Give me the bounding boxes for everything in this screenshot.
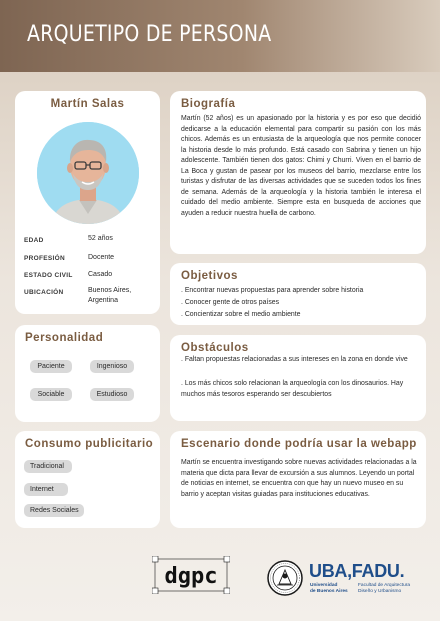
obstacle-item: . Los más chicos solo relacionan la arqueología con los dinosaurios. Hay muchos más tesoros esperando ser descubiertos: [181, 380, 404, 398]
ad-consumption-title: Consumo publicitario: [25, 438, 154, 450]
location-label: UBICACIÓN: [24, 289, 64, 296]
goal-item: . Conocer gente de otros países: [181, 299, 280, 306]
uba-fadu-logo: UBA,FADU.: [309, 561, 405, 581]
uba-line-2: de Buenos Aires: [310, 589, 348, 594]
persona-name: Martín Salas: [50, 98, 125, 110]
obstacle-item: . Faltan propuestas relacionadas a sus intereses en la zona en donde vive: [181, 356, 408, 363]
biography-title: Biografía: [181, 98, 236, 110]
uba-line-1: Universidad: [310, 583, 338, 588]
media-chip: Internet: [24, 483, 68, 496]
trait-chip: Paciente: [30, 360, 72, 373]
biography-card: [170, 91, 426, 254]
biography-text: Martín (52 años) es un apasionado por la historia y es por eso que decidió dedicarse a la educación elemental para compartir su pasión con los más chicos. Además es un entusiasta de la arqueología que nos permite conocer la historia desde lo más profundo. Está casado con Sabrina y tienen un hijo adolescente. También tienen dos gatos: Chimi y Churri. Viven en el barrio de La Boca y gustan de pasear por los museos del barrio, mezclarse entre los turistas y disfrutar de las diversas actividades que se suceden todos los fines de semana. Además de la arqueología y la historia también le interesa el cuidado del medio ambiente. Siempre esta en busqueda de acciones que ayuden a reducir nuestra huella de carbono.: [181, 115, 421, 217]
page-title: ARQUETIPO DE PERSONA: [27, 22, 272, 47]
trait-chip: Ingenioso: [90, 360, 134, 373]
media-chip: Tradicional: [24, 460, 72, 473]
dgpc-wordmark: dgpc: [164, 564, 218, 589]
scenario-text: Martín se encuentra investigando sobre nuevas actividades relacionadas a la materia que dicta para llevar de excursión a sus alumnos. Leyendo un portal de noticias en internet, se encuentra con que hay un nuevo museo en su barrio y aceptan visitas guiadas para instituciones educativas.: [181, 459, 417, 498]
profession-value: Docente: [88, 254, 115, 261]
location-value: Buenos Aires, Argentina: [88, 287, 132, 304]
profession-label: PROFESIÓN: [24, 255, 65, 262]
trait-chip: Estudioso: [90, 388, 134, 401]
obstacles-card: [170, 335, 426, 421]
dgpc-logo: [152, 556, 230, 594]
avatar: [37, 122, 139, 224]
age-value: 52 años: [88, 235, 113, 242]
goal-item: . Concientizar sobre el medio ambiente: [181, 311, 301, 318]
trait-chip: Sociable: [30, 388, 72, 401]
university-seal-icon: [267, 560, 303, 596]
marital-status-value: Casado: [88, 271, 113, 278]
fadu-line-1: Facultad de Arquitectura: [358, 583, 410, 588]
fadu-line-2: Diseño y Urbanismo: [358, 589, 402, 594]
obstacles-title: Obstáculos: [181, 342, 249, 354]
goals-card: [170, 263, 426, 325]
scenario-title: Escenario donde podría usar la webapp: [181, 438, 417, 450]
media-chip: Redes Sociales: [24, 504, 84, 517]
marital-status-label: ESTADO CIVIL: [24, 272, 73, 279]
profile-card: [15, 91, 160, 314]
goals-title: Objetivos: [181, 270, 238, 282]
personality-title: Personalidad: [25, 332, 104, 344]
goal-item: . Encontrar nuevas propuestas para aprender sobre historia: [181, 287, 364, 294]
age-label: EDAD: [24, 237, 44, 244]
personality-card: [15, 325, 160, 422]
ad-consumption-card: [15, 431, 160, 528]
header-banner: [0, 0, 440, 72]
scenario-card: [170, 431, 426, 528]
